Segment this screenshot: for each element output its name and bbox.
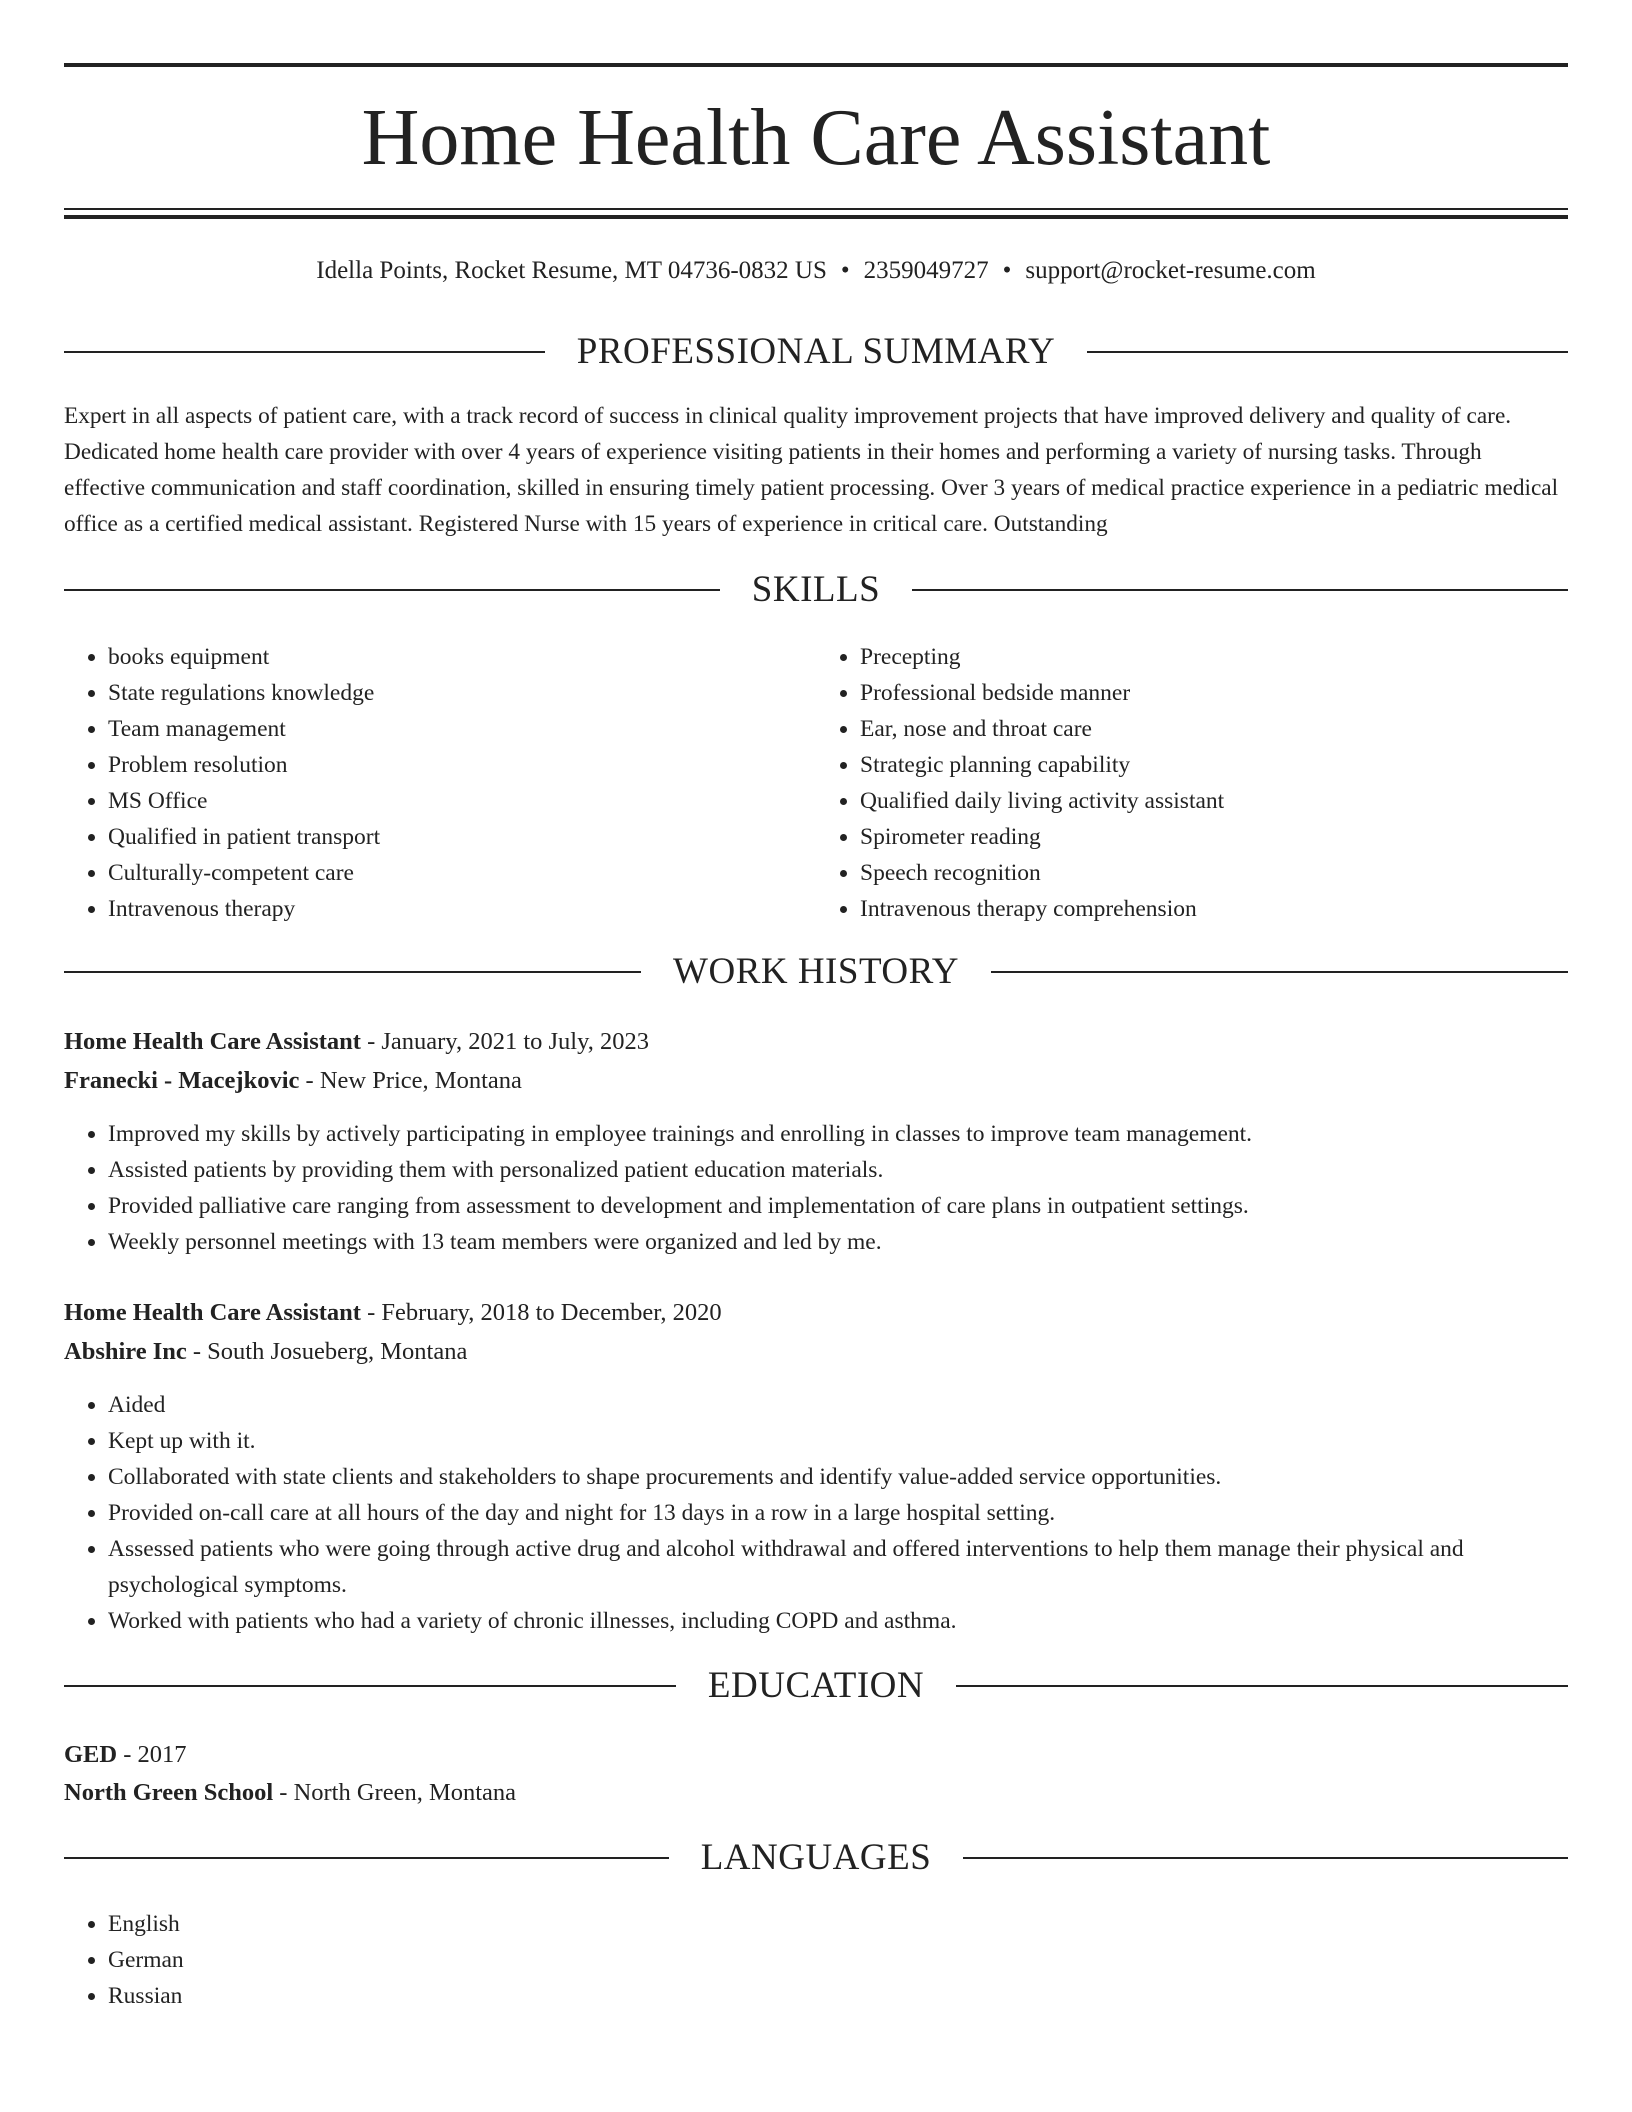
skill-item: • Qualified daily living activity assistant xyxy=(860,783,1568,819)
section-title-summary: PROFESSIONAL SUMMARY xyxy=(576,331,1056,372)
skill-item: • Culturally-competent care xyxy=(108,855,816,891)
skills-list-left xyxy=(64,639,816,927)
job-bullet: • Assessed patients who were going through active drug and alcohol withdrawal and offered interventions to help them manage their physical and psychological symptoms. xyxy=(108,1531,1568,1603)
resume-title: Home Health Care Assistant xyxy=(361,94,1271,182)
skill-item: • Problem resolution xyxy=(108,747,816,783)
skill-item: • Speech recognition xyxy=(860,855,1568,891)
languages-list xyxy=(64,1906,1568,2014)
skill-item: • books equipment xyxy=(108,639,816,675)
section-rule-left xyxy=(64,1857,669,1859)
section-header-work xyxy=(64,950,1568,994)
contact-address: Idella Points, Rocket Resume, MT 04736-0832 US xyxy=(316,257,827,284)
section-title-education: EDUCATION xyxy=(707,1665,925,1706)
job-location: - South Josueberg, Montana xyxy=(186,1338,468,1365)
section-rule-left xyxy=(64,971,641,973)
job-bullet: • Provided on-call care at all hours of the day and night for 13 days in a row in a large hospital setting. xyxy=(108,1495,1568,1531)
skill-item: • Spirometer reading xyxy=(860,819,1568,855)
job-title-line xyxy=(64,1024,1568,1060)
section-title-work: WORK HISTORY xyxy=(673,951,959,992)
education-school: North Green School xyxy=(64,1779,274,1806)
section-rule-left xyxy=(64,351,545,353)
section-title-languages: LANGUAGES xyxy=(700,1837,932,1878)
job-company: Abshire Inc xyxy=(64,1338,187,1365)
section-rule-right xyxy=(991,971,1568,973)
language-item: • Russian xyxy=(108,1978,1568,2014)
language-item: • English xyxy=(108,1906,1568,1942)
skills-columns xyxy=(64,639,1568,927)
title-rule-thick xyxy=(64,215,1568,219)
section-header-education xyxy=(64,1664,1568,1708)
language-item: • German xyxy=(108,1942,1568,1978)
skill-item: • Precepting xyxy=(860,639,1568,675)
section-title-skills: SKILLS xyxy=(751,569,881,610)
job-company-line xyxy=(64,1334,1568,1370)
job-bullet: • Weekly personnel meetings with 13 team members were organized and led by me. xyxy=(108,1224,1568,1260)
education-location: - North Green, Montana xyxy=(273,1779,517,1806)
skill-item: • State regulations knowledge xyxy=(108,675,816,711)
job-company: Franecki - Macejkovic xyxy=(64,1067,300,1094)
job-dates: - January, 2021 to July, 2023 xyxy=(360,1028,650,1055)
skill-item: • Qualified in patient transport xyxy=(108,819,816,855)
contact-email: support@rocket-resume.com xyxy=(1025,257,1316,284)
job-bullets xyxy=(64,1387,1568,1639)
skill-item: • Team management xyxy=(108,711,816,747)
section-rule-right xyxy=(1087,351,1568,353)
skills-list-right xyxy=(816,639,1568,927)
job-bullet: • Aided xyxy=(108,1387,1568,1423)
title-rule-thin xyxy=(64,208,1568,210)
education-degree: GED xyxy=(64,1741,118,1768)
section-rule-right xyxy=(963,1857,1568,1859)
job-location: - New Price, Montana xyxy=(299,1067,522,1094)
job-bullet: • Collaborated with state clients and stakeholders to shape procurements and identify value-added service opportunities. xyxy=(108,1459,1568,1495)
job-bullets xyxy=(64,1116,1568,1260)
section-header-summary xyxy=(64,330,1568,374)
section-rule-left xyxy=(64,589,720,591)
skill-item: • Intravenous therapy xyxy=(108,891,816,927)
job-bullet: • Kept up with it. xyxy=(108,1423,1568,1459)
contact-line xyxy=(64,253,1568,289)
job-bullet: • Improved my skills by actively participating in employee trainings and enrolling in classes to improve team management. xyxy=(108,1116,1568,1152)
education-year: - 2017 xyxy=(117,1741,187,1768)
summary-text: Expert in all aspects of patient care, with a track record of success in clinical quality improvement projects that have improved delivery and quality of care. Dedicated home health care provider with over 4 years of experience visiting patients in their homes and performing a variety of nursing tasks. Through effective communication and staff coordination, skilled in ensuring timely patient processing. Over 3 years of medical practice experience in a pediatric medical office as a certified medical assistant. Registered Nurse with 15 years of experience in critical care. Outstanding xyxy=(64,403,1559,537)
top-rule xyxy=(64,63,1568,67)
section-rule-right xyxy=(912,589,1568,591)
job-title-line xyxy=(64,1295,1568,1331)
section-rule-left xyxy=(64,1685,676,1687)
contact-separator: • xyxy=(840,257,850,284)
job-title: Home Health Care Assistant xyxy=(64,1028,361,1055)
job-bullet: • Provided palliative care ranging from assessment to development and implementation of care plans in outpatient settings. xyxy=(108,1188,1568,1224)
education-degree-line xyxy=(64,1737,1568,1773)
job-company-line xyxy=(64,1063,1568,1099)
job-title: Home Health Care Assistant xyxy=(64,1299,361,1326)
section-rule-right xyxy=(956,1685,1568,1687)
job-bullet: • Worked with patients who had a variety of chronic illnesses, including COPD and asthma. xyxy=(108,1603,1568,1639)
contact-phone: 2359049727 xyxy=(863,257,989,284)
section-header-skills xyxy=(64,568,1568,612)
skill-item: • Intravenous therapy comprehension xyxy=(860,891,1568,927)
skill-item: • MS Office xyxy=(108,783,816,819)
skill-item: • Professional bedside manner xyxy=(860,675,1568,711)
skill-item: • Strategic planning capability xyxy=(860,747,1568,783)
job-bullet: • Assisted patients by providing them with personalized patient education materials. xyxy=(108,1152,1568,1188)
section-header-languages xyxy=(64,1836,1568,1880)
job-dates: - February, 2018 to December, 2020 xyxy=(360,1299,722,1326)
skill-item: • Ear, nose and throat care xyxy=(860,711,1568,747)
contact-separator: • xyxy=(1002,257,1012,284)
education-school-line xyxy=(64,1775,1568,1811)
